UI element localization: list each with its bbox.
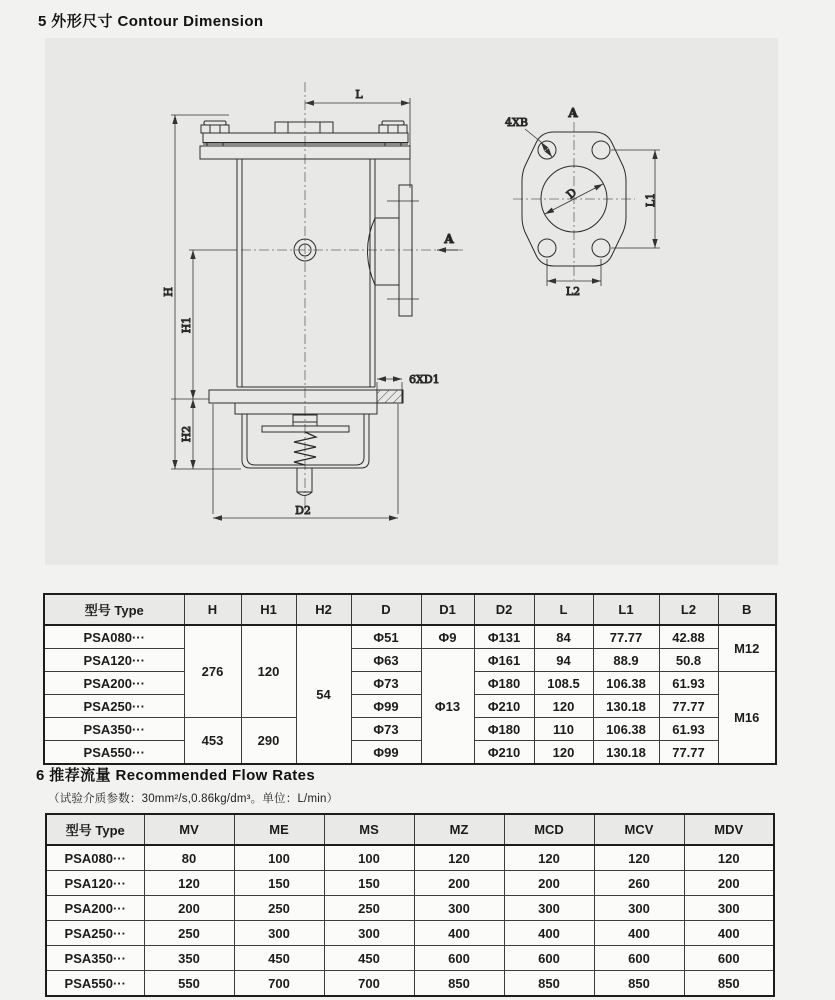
value-cell: Φ210: [474, 741, 534, 765]
dim-row: [44, 672, 776, 695]
value-cell: 120: [534, 695, 593, 718]
flow-row: [46, 845, 774, 871]
header-cell: H2: [296, 594, 351, 625]
value-cell: 54: [296, 625, 351, 764]
section6-note: （试验介质参数：30mm²/s,0.86kg/dm³。单位：L/min）: [48, 793, 339, 805]
dim-6xd1-label: 6XD1: [409, 373, 440, 386]
type-cell: PSA350···: [46, 946, 144, 971]
value-cell: 200: [414, 871, 504, 896]
value-cell: 400: [594, 921, 684, 946]
type-cell: PSA550···: [46, 971, 144, 997]
value-cell: 120: [684, 845, 774, 871]
dim-H1-label: H1: [180, 316, 193, 334]
dim-row: [44, 718, 776, 741]
value-cell: 300: [234, 921, 324, 946]
value-cell: Φ13: [421, 649, 474, 765]
value-cell: 84: [534, 625, 593, 649]
value-cell: 400: [414, 921, 504, 946]
header-cell: MCD: [504, 814, 594, 845]
dim-header-row: [44, 594, 776, 625]
type-cell: PSA250···: [44, 695, 184, 718]
value-cell: Φ180: [474, 718, 534, 741]
value-cell: 108.5: [534, 672, 593, 695]
type-cell: PSA120···: [46, 871, 144, 896]
value-cell: 453: [184, 718, 241, 765]
header-cell: D1: [421, 594, 474, 625]
section5-title: 5 外形尺寸 Contour Dimension: [38, 13, 264, 30]
value-cell: Φ73: [351, 672, 421, 695]
header-cell: H1: [241, 594, 296, 625]
value-cell: 77.77: [659, 741, 718, 765]
header-cell: D: [351, 594, 421, 625]
value-cell: 850: [684, 971, 774, 997]
value-cell: 250: [324, 896, 414, 921]
type-cell: PSA080···: [46, 845, 144, 871]
value-cell: 850: [414, 971, 504, 997]
main-view: [162, 82, 463, 518]
value-cell: 550: [144, 971, 234, 997]
value-cell: Φ51: [351, 625, 421, 649]
value-cell: 42.88: [659, 625, 718, 649]
dim-L1-label: L1: [644, 192, 657, 208]
value-cell: 400: [684, 921, 774, 946]
dimension-table: [43, 593, 777, 765]
value-cell: 61.93: [659, 672, 718, 695]
section6-title: 6 推荐流量 Recommended Flow Rates: [36, 767, 316, 784]
value-cell: 200: [684, 871, 774, 896]
value-cell: 600: [414, 946, 504, 971]
header-cell: H: [184, 594, 241, 625]
flow-row: [46, 946, 774, 971]
value-cell: 200: [144, 896, 234, 921]
drain-stem: [297, 468, 312, 496]
dim-row: [44, 625, 776, 649]
header-cell: MDV: [684, 814, 774, 845]
value-cell: 200: [504, 871, 594, 896]
dim-L-label: L: [355, 88, 363, 101]
value-cell: 300: [504, 896, 594, 921]
value-cell: Φ210: [474, 695, 534, 718]
value-cell: 100: [324, 845, 414, 871]
value-cell: 300: [414, 896, 504, 921]
value-cell: 150: [234, 871, 324, 896]
value-cell: 120: [241, 625, 296, 718]
value-cell: Φ9: [421, 625, 474, 649]
filter-body: [237, 159, 375, 387]
view-axis-label: A: [568, 106, 578, 120]
value-cell: 850: [594, 971, 684, 997]
dim-D-label: D: [564, 185, 580, 202]
type-cell: PSA200···: [46, 896, 144, 921]
header-cell: MV: [144, 814, 234, 845]
value-cell: 600: [684, 946, 774, 971]
value-cell: 120: [144, 871, 234, 896]
bottom-flange: [209, 390, 403, 414]
value-cell: 250: [144, 921, 234, 946]
dim-row: [44, 695, 776, 718]
value-cell: 600: [594, 946, 684, 971]
type-cell: PSA350···: [44, 718, 184, 741]
value-cell: Φ131: [474, 625, 534, 649]
value-cell: 300: [324, 921, 414, 946]
type-cell: PSA080···: [44, 625, 184, 649]
value-cell: 700: [234, 971, 324, 997]
value-cell: 450: [324, 946, 414, 971]
dim-H2-label: H2: [180, 425, 193, 443]
value-cell: 120: [504, 845, 594, 871]
dim-L2-label: L2: [565, 285, 581, 298]
bolt-hole-bottom-left: [538, 239, 556, 257]
value-cell: 88.9: [593, 649, 659, 672]
contour-drawing-panel: [45, 38, 778, 565]
value-cell: Φ180: [474, 672, 534, 695]
dim-row: [44, 741, 776, 765]
type-cell: PSA200···: [44, 672, 184, 695]
callout-4xb-label: 4XB: [505, 116, 528, 129]
header-cell: MZ: [414, 814, 504, 845]
value-cell: 350: [144, 946, 234, 971]
value-cell: 77.77: [659, 695, 718, 718]
value-cell: 400: [504, 921, 594, 946]
value-cell: 50.8: [659, 649, 718, 672]
header-cell: MS: [324, 814, 414, 845]
dim-H-label: H: [162, 287, 175, 297]
value-cell: Φ63: [351, 649, 421, 672]
header-cell: L: [534, 594, 593, 625]
value-cell: 120: [594, 845, 684, 871]
value-cell: 150: [324, 871, 414, 896]
flow-row: [46, 971, 774, 997]
dim-row: [44, 649, 776, 672]
flow-rate-table: [45, 813, 775, 997]
header-cell: L1: [593, 594, 659, 625]
dim-6xd1: [377, 379, 402, 390]
value-cell: 450: [234, 946, 324, 971]
value-cell: 80: [144, 845, 234, 871]
value-cell: 276: [184, 625, 241, 718]
value-cell: M16: [718, 672, 776, 765]
value-cell: 110: [534, 718, 593, 741]
header-cell: L2: [659, 594, 718, 625]
bolt-hole-bottom-right: [592, 239, 610, 257]
contour-drawing: [45, 38, 778, 565]
flow-row: [46, 896, 774, 921]
value-cell: Φ99: [351, 741, 421, 765]
section-arrow-A-label: A: [444, 232, 454, 246]
value-cell: M12: [718, 625, 776, 672]
value-cell: Φ73: [351, 718, 421, 741]
value-cell: 120: [414, 845, 504, 871]
flow-row: [46, 871, 774, 896]
top-flange-plate-upper: [203, 133, 408, 143]
flange-view: [505, 106, 660, 298]
flow-header-row: [46, 814, 774, 845]
value-cell: 290: [241, 718, 296, 765]
header-cell: ME: [234, 814, 324, 845]
header-cell: MCV: [594, 814, 684, 845]
top-boss: [275, 122, 333, 133]
bolt-hole-top-right: [592, 141, 610, 159]
value-cell: 250: [234, 896, 324, 921]
value-cell: 260: [594, 871, 684, 896]
type-cell: PSA250···: [46, 921, 144, 946]
dim-D2-label: D2: [295, 504, 311, 517]
value-cell: 106.38: [593, 718, 659, 741]
value-cell: 600: [504, 946, 594, 971]
header-cell: B: [718, 594, 776, 625]
header-cell: 型号 Type: [44, 594, 184, 625]
value-cell: 130.18: [593, 695, 659, 718]
header-cell: 型号 Type: [46, 814, 144, 845]
value-cell: 100: [234, 845, 324, 871]
value-cell: 700: [324, 971, 414, 997]
type-cell: PSA550···: [44, 741, 184, 765]
value-cell: 77.77: [593, 625, 659, 649]
value-cell: 850: [504, 971, 594, 997]
value-cell: Φ161: [474, 649, 534, 672]
value-cell: Φ99: [351, 695, 421, 718]
value-cell: 61.93: [659, 718, 718, 741]
value-cell: 120: [534, 741, 593, 765]
value-cell: 300: [684, 896, 774, 921]
value-cell: 94: [534, 649, 593, 672]
value-cell: 300: [594, 896, 684, 921]
type-cell: PSA120···: [44, 649, 184, 672]
value-cell: 130.18: [593, 741, 659, 765]
value-cell: 106.38: [593, 672, 659, 695]
dim-H: [171, 115, 241, 469]
header-cell: D2: [474, 594, 534, 625]
dim-D2: [213, 404, 398, 518]
flow-row: [46, 921, 774, 946]
